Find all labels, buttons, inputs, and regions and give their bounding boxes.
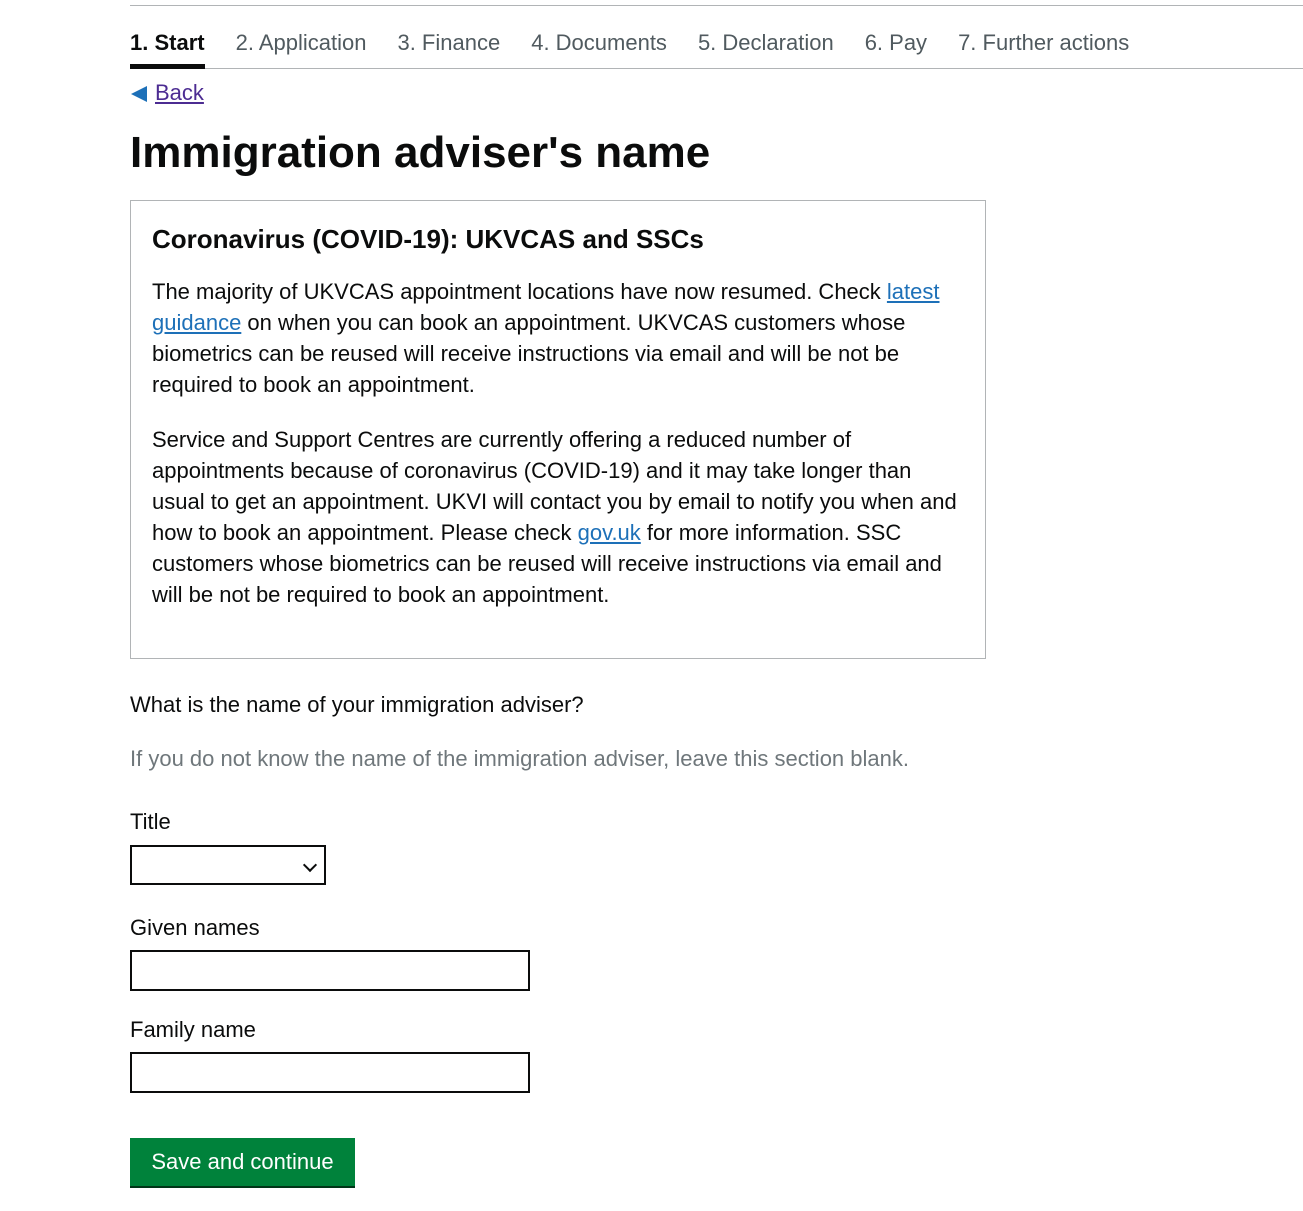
adviser-name-question: What is the name of your immigration adviser? bbox=[130, 692, 584, 717]
save-and-continue-button[interactable]: Save and continue bbox=[130, 1138, 355, 1186]
title-select[interactable] bbox=[130, 845, 326, 885]
gov-uk-link[interactable]: gov.uk bbox=[577, 520, 641, 545]
page-title: Immigration adviser's name bbox=[130, 128, 711, 177]
back-arrow-icon bbox=[131, 86, 147, 102]
notice-paragraph-ukvcas bbox=[152, 276, 965, 400]
notice-paragraph-ssc bbox=[152, 424, 965, 610]
step-declaration[interactable]: 5. Declaration bbox=[697, 30, 834, 55]
step-application[interactable]: 2. Application bbox=[235, 30, 367, 55]
chevron-down-icon bbox=[303, 858, 317, 872]
family-name-input[interactable] bbox=[130, 1052, 530, 1093]
given-names-input[interactable] bbox=[130, 950, 530, 991]
step-further-actions[interactable]: 7. Further actions bbox=[958, 30, 1130, 55]
back-link[interactable] bbox=[131, 78, 204, 108]
family-name-label: Family name bbox=[130, 1017, 256, 1042]
progress-steps bbox=[130, 28, 1303, 69]
notice-p1-text-start: The majority of UKVCAS appointment locations have now resumed. Check bbox=[152, 279, 887, 304]
step-pay[interactable]: 6. Pay bbox=[864, 30, 928, 55]
step-finance[interactable]: 3. Finance bbox=[397, 30, 501, 55]
top-divider bbox=[130, 5, 1303, 6]
latest-guidance-link[interactable]: latest guidance bbox=[152, 279, 940, 335]
title-label: Title bbox=[130, 809, 171, 834]
notice-title: Coronavirus (COVID-19): UKVCAS and SSCs bbox=[152, 224, 704, 254]
adviser-name-hint: If you do not know the name of the immigration adviser, leave this section blank. bbox=[130, 746, 909, 771]
step-documents[interactable]: 4. Documents bbox=[531, 30, 667, 55]
covid-notice-panel bbox=[130, 200, 986, 659]
back-link-label[interactable]: Back bbox=[155, 80, 204, 105]
notice-p2-text-end: for more information. SSC customers whose biometrics can be reused will receive instructions via email and will be not be required to book an appointment. bbox=[152, 520, 942, 607]
given-names-label: Given names bbox=[130, 915, 260, 940]
notice-p2-text-start: Service and Support Centres are currently offering a reduced number of appointments because of coronavirus (COVID-19) and it may take longer than usual to get an appointment. UKVI will contact you by email to notify you when and how to book an appointment. Please check bbox=[152, 427, 957, 545]
notice-p1-text-end: on when you can book an appointment. UKVCAS customers whose biometrics can be reused will receive instructions via email and will be not be required to book an appointment. bbox=[152, 310, 906, 397]
step-start[interactable]: 1. Start bbox=[130, 28, 205, 69]
